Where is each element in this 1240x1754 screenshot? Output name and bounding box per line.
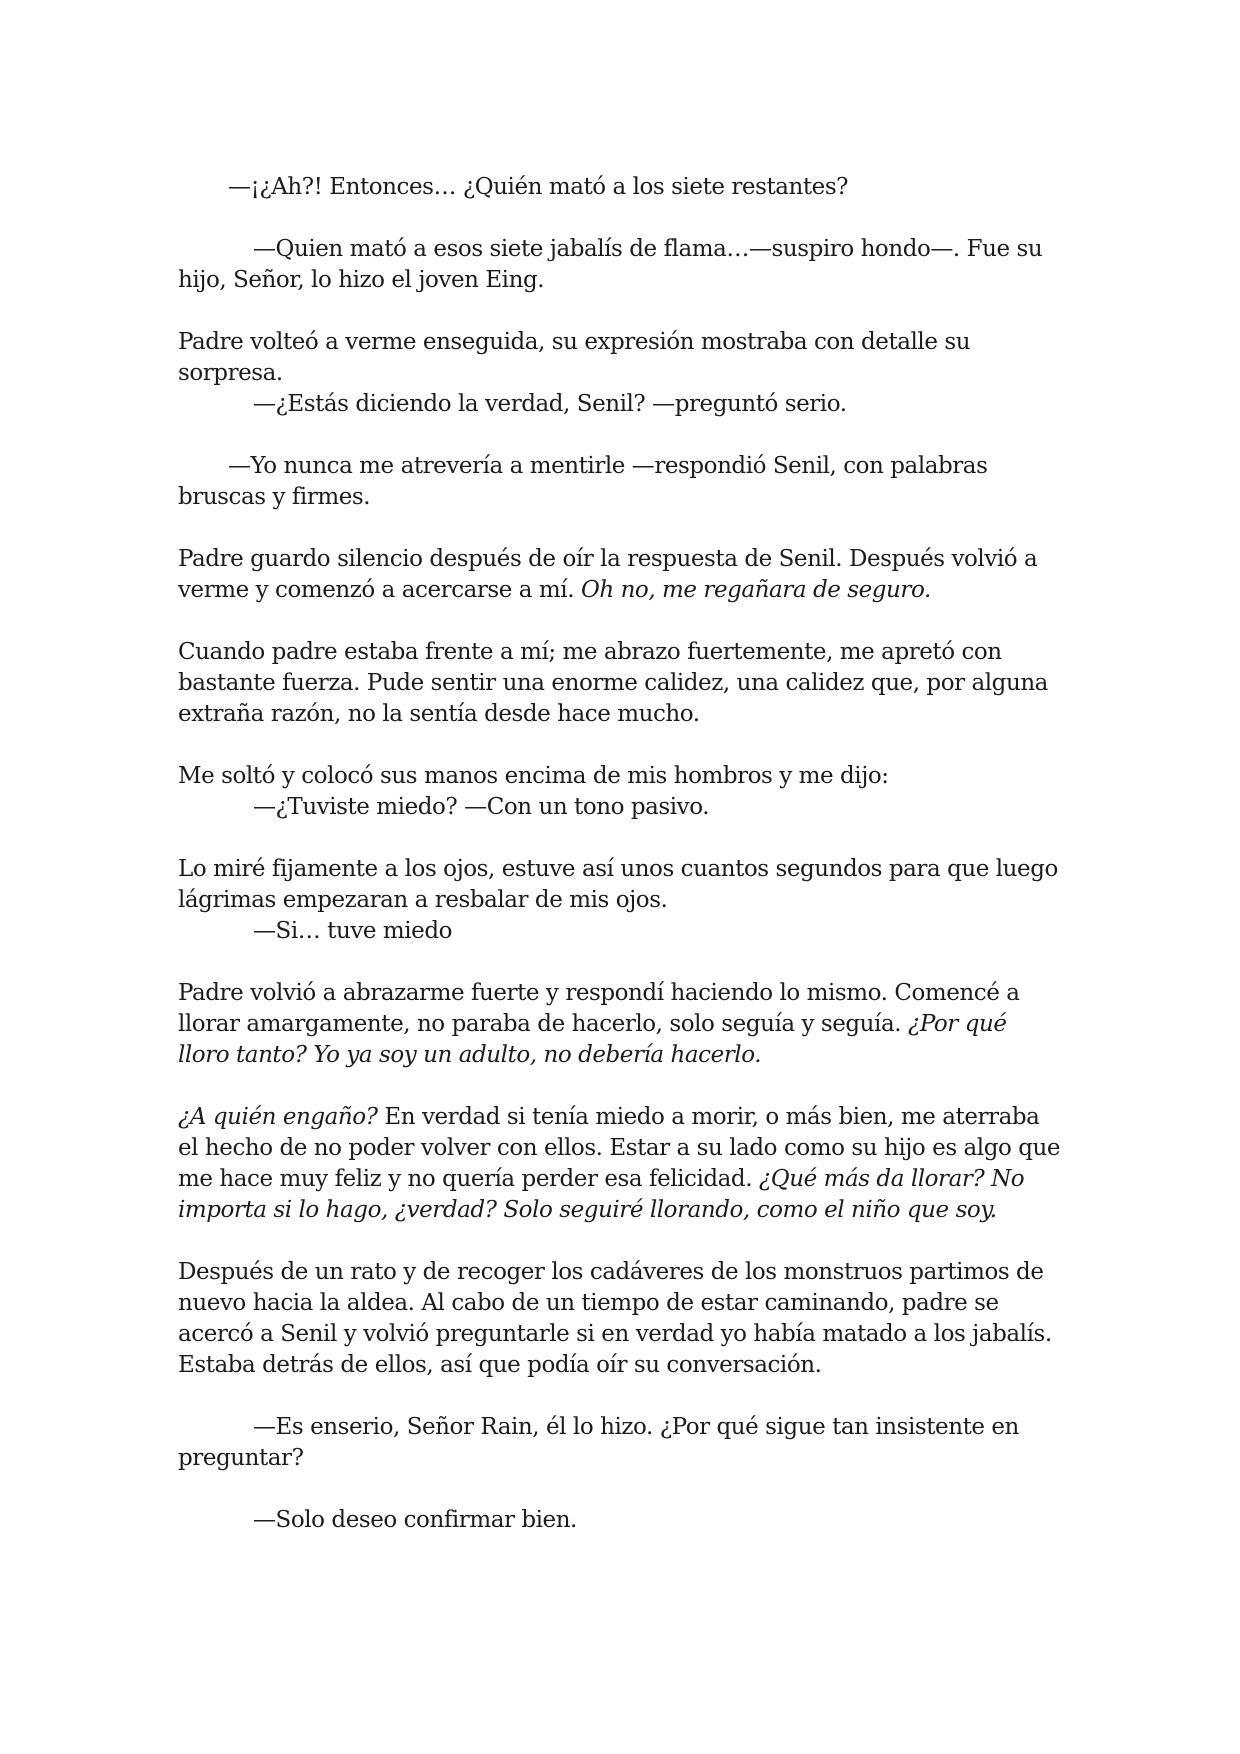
paragraph	[178, 978, 1063, 1071]
text-span: Después de un rato y de recoger los cadáveres de los monstruos partimos de nuevo hacia la aldea. Al cabo de un tiempo de estar caminando, padre se acercó a Senil y volvió preguntarle si en verdad yo había matado a los jabalís. Estaba detrás de ellos, así que podía oír su conversación.	[178, 1259, 1052, 1378]
paragraph	[178, 1102, 1063, 1226]
paragraph	[178, 916, 1063, 947]
paragraph	[178, 637, 1063, 730]
paragraph	[178, 544, 1063, 606]
text-span: —Solo deseo confirmar bien.	[253, 1507, 577, 1533]
paragraph	[178, 761, 1063, 792]
paragraph	[178, 1505, 1063, 1536]
text-span: —Yo nunca me atrevería a mentirle —respondió Senil, con palabras bruscas y firmes.	[178, 453, 988, 510]
text-span: —Si… tuve miedo	[253, 918, 452, 944]
text-span: —Quien mató a esos siete jabalís de flama…—suspiro hondo—. Fue su hijo, Señor, lo hizo el joven Eing.	[178, 236, 1043, 293]
text-span: Padre volvió a abrazarme fuerte y respondí haciendo lo mismo. Comencé a llorar amargamente, no paraba de hacerlo, solo seguía y seguía.	[178, 980, 1020, 1037]
paragraph	[178, 389, 1063, 420]
text-span: Padre guardo silencio después de oír la respuesta de Senil. Después volvió a verme y comenzó a acercarse a mí.	[178, 546, 1038, 603]
paragraph	[178, 854, 1063, 916]
italic-thought: Oh no, me regañara de seguro.	[580, 577, 931, 603]
italic-thought: ¿Por qué lloro tanto? Yo ya soy un adulto, no debería hacerlo.	[178, 1011, 1007, 1068]
text-span: Me soltó y colocó sus manos encima de mis hombros y me dijo:	[178, 763, 889, 789]
paragraph	[178, 327, 1063, 389]
italic-thought: ¿Qué más da llorar? No importa si lo hago, ¿verdad? Solo seguiré llorando, como el niño que soy.	[178, 1166, 1025, 1223]
paragraph	[178, 1257, 1063, 1381]
text-span: —Es enserio, Señor Rain, él lo hizo. ¿Por qué sigue tan insistente en preguntar?	[178, 1414, 1019, 1471]
paragraph	[178, 234, 1063, 296]
text-span: —¡¿Ah?! Entonces… ¿Quién mató a los siete restantes?	[228, 174, 849, 200]
paragraph	[178, 172, 1063, 203]
text-span: —¿Tuviste miedo? —Con un tono pasivo.	[253, 794, 710, 820]
text-span: Padre volteó a verme enseguida, su expresión mostraba con detalle su sorpresa.	[178, 329, 971, 386]
paragraph	[178, 792, 1063, 823]
paragraph	[178, 1412, 1063, 1474]
text-span: —¿Estás diciendo la verdad, Senil? —preguntó serio.	[253, 391, 847, 417]
text-span: Cuando padre estaba frente a mí; me abrazo fuertemente, me apretó con bastante fuerza. Pude sentir una enorme calidez, una calidez que, por alguna extraña razón, no la sentía desde hace mucho.	[178, 639, 1048, 727]
text-span: En verdad si tenía miedo a morir, o más bien, me aterraba el hecho de no poder volver con ellos. Estar a su lado como su hijo es algo que me hace muy feliz y no quería perder esa felicidad.	[178, 1104, 1061, 1192]
body-text	[178, 172, 1063, 1536]
paragraph	[178, 451, 1063, 513]
text-span: Lo miré fijamente a los ojos, estuve así unos cuantos segundos para que luego lágrimas empezaran a resbalar de mis ojos.	[178, 856, 1058, 913]
italic-thought: ¿A quién engaño?	[178, 1104, 378, 1130]
